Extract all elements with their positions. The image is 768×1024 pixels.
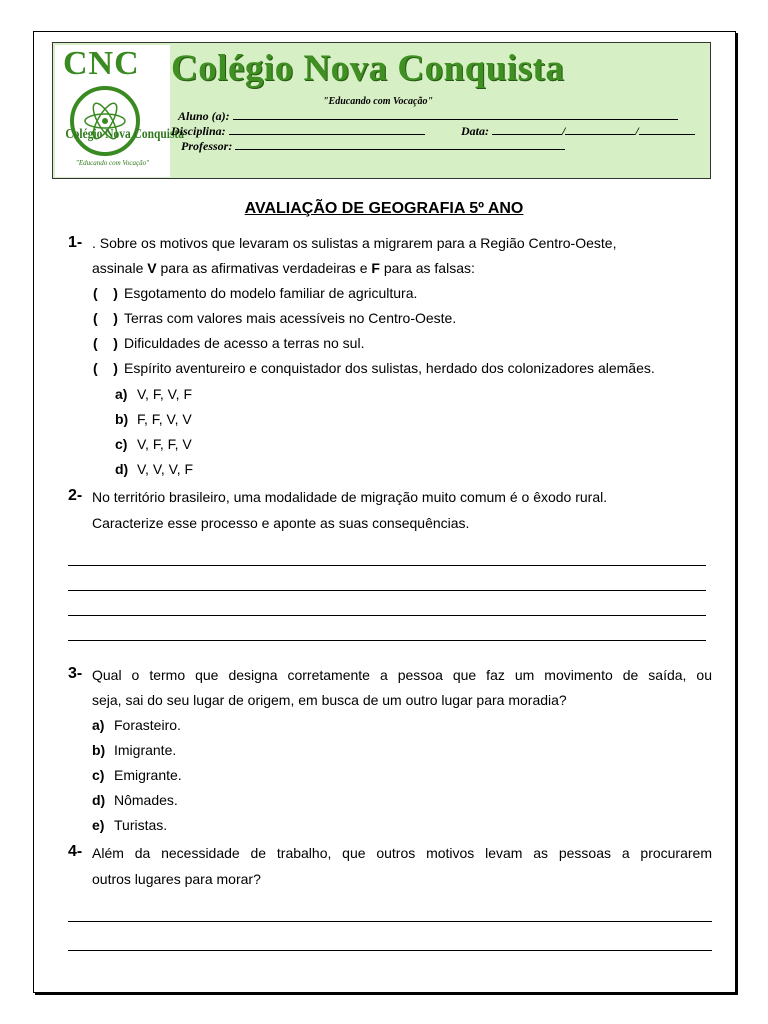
question-4-text-cont: outros lugares para morar? <box>92 871 261 887</box>
discipline-input[interactable] <box>229 124 425 135</box>
school-logo <box>55 45 184 177</box>
teacher-field <box>181 139 565 154</box>
logo-abbreviation: CNC <box>63 45 140 82</box>
statement-2: Terras com valores mais acessíveis no Centro-Oeste. <box>124 310 457 326</box>
option-b[interactable]: b) Imigrante. <box>92 742 177 758</box>
option-d[interactable]: d) V, V, V, F <box>115 461 194 477</box>
statement-checkbox[interactable]: ( ) <box>93 335 118 351</box>
discipline-field <box>171 124 425 139</box>
question-3-text-cont: seja, sai do seu lugar de origem, em busca de um outro lugar para moradia? <box>92 692 567 708</box>
option-a[interactable]: a) V, F, V, F <box>115 386 192 402</box>
statement-1: Esgotamento do modelo familiar de agricultura. <box>124 285 418 301</box>
logo-school-name: Colégio Nova Conquista <box>65 127 184 142</box>
answer-line[interactable] <box>68 590 706 591</box>
option-d[interactable]: d) Nômades. <box>92 792 178 808</box>
school-slogan: "Educando com Vocação" <box>323 96 433 107</box>
question-2-text-cont: Caracterize esse processo e aponte as suas consequências. <box>92 515 470 531</box>
question-3-number: 3- <box>68 665 83 682</box>
answer-line[interactable] <box>68 615 706 616</box>
atom-icon <box>69 85 141 157</box>
statement-checkbox[interactable]: ( ) <box>93 310 118 326</box>
option-c[interactable]: c) Emigrante. <box>92 767 182 783</box>
date-day-input[interactable] <box>492 124 562 135</box>
option-b[interactable]: b) F, F, V, V <box>115 411 192 427</box>
statement-4: Espírito aventureiro e conquistador dos sulistas, herdado dos colonizadores alemães. <box>124 360 655 376</box>
date-year-input[interactable] <box>639 124 695 135</box>
question-3-text: Qual o termo que designa corretamente a pessoa que faz um movimento de saída, ou <box>92 667 712 683</box>
question-2-text: No território brasileiro, uma modalidade de migração muito comum é o êxodo rural. <box>92 489 608 505</box>
answer-line[interactable] <box>68 640 706 641</box>
answer-line[interactable] <box>68 921 712 922</box>
answer-line[interactable] <box>68 565 706 566</box>
statement-checkbox[interactable]: ( ) <box>93 360 118 376</box>
teacher-label: Professor: <box>181 139 233 153</box>
option-e[interactable]: e) Turistas. <box>92 817 168 833</box>
date-label: Data: <box>461 124 489 138</box>
statement-3: Dificuldades de acesso a terras no sul. <box>124 335 365 351</box>
exam-title: AVALIAÇÃO DE GEOGRAFIA 5º ANO <box>244 200 524 217</box>
question-4-text: Além da necessidade de trabalho, que outros motivos levam as pessoas a procurarem <box>92 845 712 861</box>
question-1-instruction: assinale V para as afirmativas verdadeiras e F para as falsas: <box>92 260 475 276</box>
statement-checkbox[interactable]: ( ) <box>93 285 118 301</box>
question-2-number: 2- <box>68 487 83 504</box>
student-input[interactable] <box>233 109 678 120</box>
answer-line[interactable] <box>68 950 712 951</box>
date-field: Data: / / <box>461 124 695 139</box>
school-name: Colégio Nova Conquista <box>171 48 565 89</box>
school-header <box>52 42 711 179</box>
student-field <box>178 109 678 124</box>
date-month-input[interactable] <box>565 124 635 135</box>
option-c[interactable]: c) V, F, F, V <box>115 436 192 452</box>
question-1-number: 1- <box>68 234 83 251</box>
question-4-number: 4- <box>68 843 83 860</box>
student-label: Aluno (a): <box>178 109 230 123</box>
logo-motto: "Educando com Vocação" <box>75 159 150 167</box>
teacher-input[interactable] <box>235 139 565 150</box>
discipline-label: Disciplina: <box>171 124 226 138</box>
question-1-text: . Sobre os motivos que levaram os sulistas a migrarem para a Região Centro-Oeste, <box>92 235 617 251</box>
option-a[interactable]: a) Forasteiro. <box>92 717 181 733</box>
